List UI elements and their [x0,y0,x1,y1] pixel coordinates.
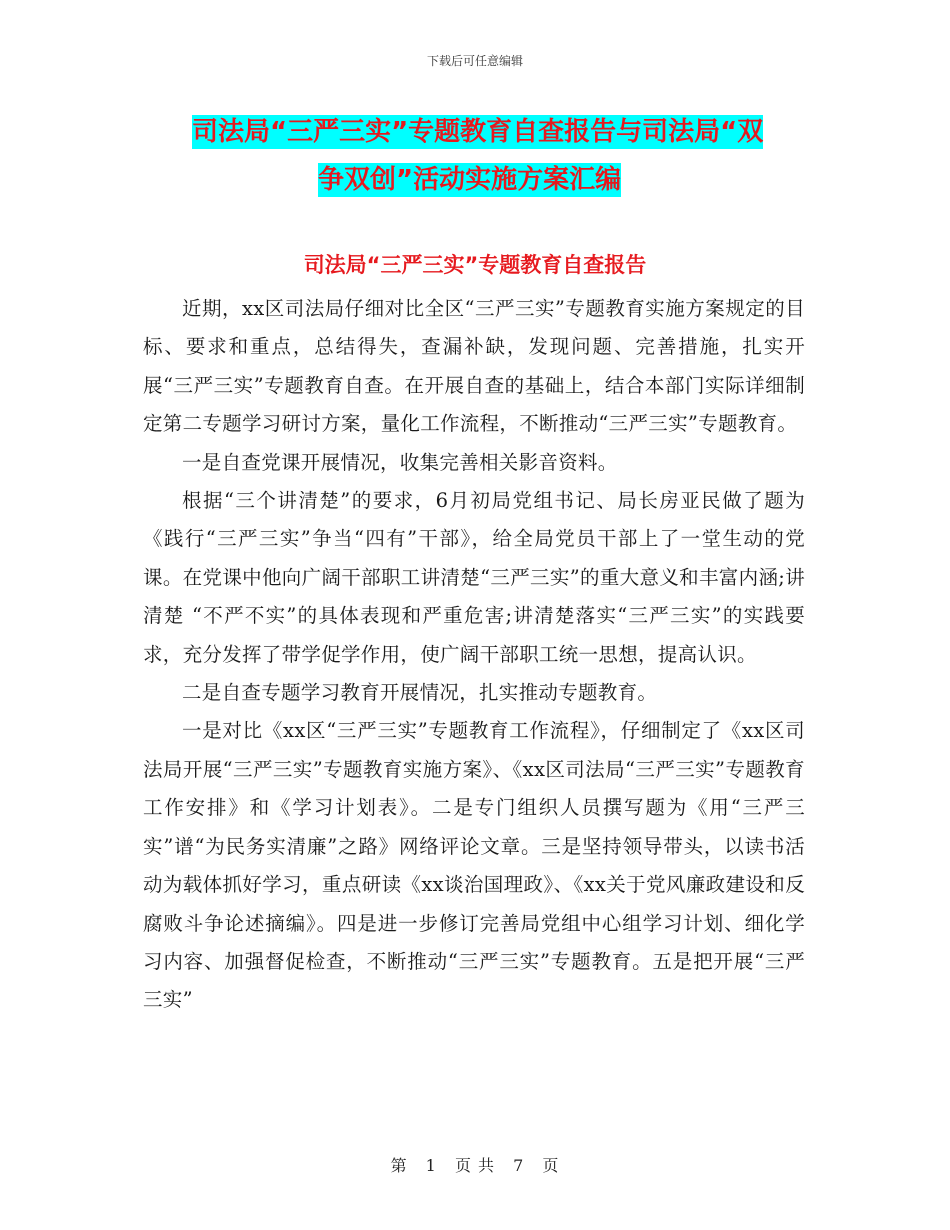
page-number: 1 [425,1156,437,1175]
paragraph: 一是自查党课开展情况，收集完善相关影音资料。 [182,450,618,474]
page-label-suffix: 页 [542,1156,560,1175]
title-line-2-text: 争双创”活动实施方案汇编 [318,165,622,195]
title-line-2 [140,156,810,204]
paragraph: 一是对比《xx区“三严三实”专题教育工作流程》，仔细制定了《xx区司法局开展“三严三实”专题教育实施方案》、《xx区司法局“三严三实”专题教育工作安排》和《学习计划表》。二是专门组织人员撰写题为《用“三严三实”谱“为民务实清廉”之路》网络评论文章。三是坚持领导带头，以读书活动为载体抓好学习，重点研读《xx谈治国理政》、《xx关于党风廉政建设和反腐败斗争论述摘编》。四是进一步修订完善局党组中心组学习计划、细化学习内容、加强督促检查，不断推动“三严三实”专题教育。五是把开展“三严三实” [143,719,805,1012]
paragraph: 根据“三个讲清楚”的要求，6月初局党组书记、局长房亚民做了题为《践行“三严三实”争当“四有”干部》，给全局党员干部上了一堂生动的党课。在党课中他向广阔干部职工讲清楚“三严三实”的重大意义和丰富内涵;讲清楚 “不严不实”的具体表现和严重危害;讲清楚落实“三严三实”的实践要求，充分发挥了带学促学作用，使广阔干部职工统一思想，提高认识。 [143,489,805,666]
page-label-mid: 页 共 [454,1156,496,1175]
header-note: 下载后可任意编辑 [426,54,523,68]
title-line-1 [140,108,810,156]
page-label-prefix: 第 [390,1156,408,1175]
paragraph: 近期，xx区司法局仔细对比全区“三严三实”专题教育实施方案规定的目标、要求和重点，总结得失，查漏补缺，发现问题、完善措施，扎实开展“三严三实”专题教育自查。在开展自查的基础上，结合本部门实际详细制定第二专题学习研讨方案，量化工作流程，不断推动“三严三实”专题教育。 [143,297,805,436]
total-pages: 7 [513,1156,525,1175]
title-line-1-text: 司法局“三严三实”专题教育自查报告与司法局“双 [192,117,764,147]
paragraph: 二是自查专题学习教育开展情况，扎实推动专题教育。 [182,681,658,705]
page-footer [0,1153,950,1176]
body-text [143,290,805,1020]
section-title: 司法局“三严三实”专题教育自查报告 [303,253,647,277]
document-title [140,108,810,204]
